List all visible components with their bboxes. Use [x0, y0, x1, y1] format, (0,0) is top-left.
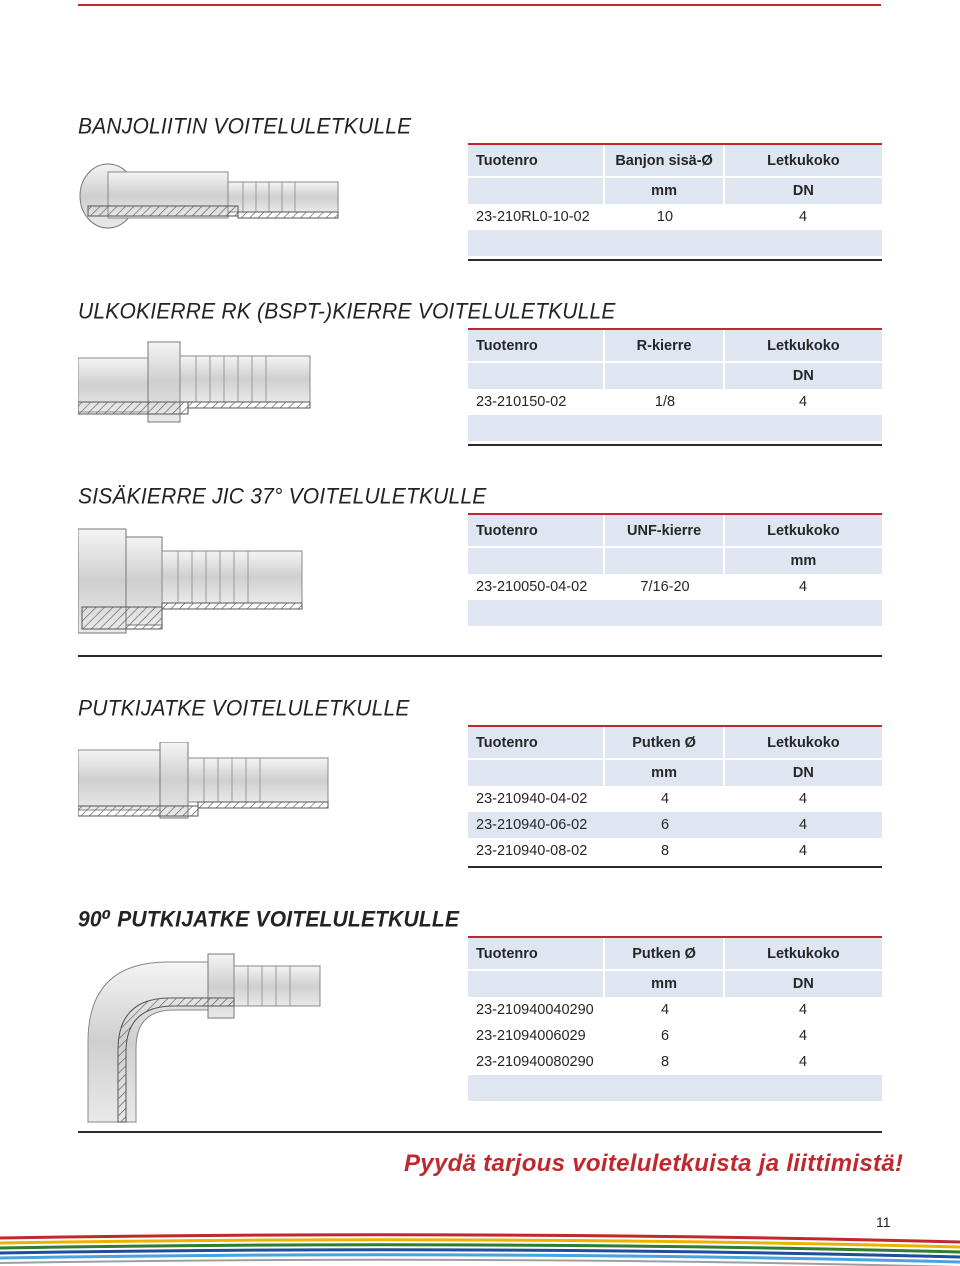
table-row [468, 997, 882, 1023]
stripe-grey [0, 1260, 960, 1266]
cell-spec: 6 [660, 817, 670, 833]
cell-product-number: 23-210940-04-02 [476, 791, 588, 807]
cell-hose-size: 4 [798, 1002, 808, 1018]
unit-cell: DN [792, 976, 814, 992]
unit-cell [605, 548, 724, 574]
section-title: BANJOLIITIN VOITELULETKULLE [78, 114, 412, 139]
table-units-row [468, 971, 882, 997]
table-filler-row [468, 1075, 882, 1101]
cell-product-number: 23-210150-02 [476, 394, 567, 410]
table-row [468, 812, 882, 838]
table-filler-row [468, 230, 882, 256]
cell-spec: 8 [660, 1054, 670, 1070]
col-header-hose-size: Letkukoko [767, 337, 840, 354]
cell-product-number: 23-210050-04-02 [476, 579, 588, 595]
table-filler-row [468, 600, 882, 626]
col-header-spec: R-kierre [605, 330, 724, 361]
table-header [468, 938, 882, 971]
col-header-product-number: Tuotenro [468, 727, 605, 758]
col-header-spec: Banjon sisä-Ø [605, 145, 724, 176]
rk-thread-fitting-illustration [78, 338, 328, 428]
table-header [468, 145, 882, 178]
cell-spec: 4 [660, 791, 670, 807]
cell-hose-size: 4 [798, 579, 808, 595]
cell-hose-size: 4 [798, 843, 808, 859]
col-header-hose-size: Letkukoko [767, 152, 840, 169]
unit-cell: mm [790, 553, 817, 569]
unit-cell [468, 178, 605, 204]
call-to-action-slogan: Pyydä tarjous voiteluletkuista ja liittimistä! [404, 1150, 904, 1177]
product-table [468, 515, 882, 626]
table-row [468, 838, 882, 864]
cell-product-number: 23-210940-06-02 [476, 817, 588, 833]
jic-fitting-illustration [78, 523, 318, 638]
col-header-product-number: Tuotenro [468, 145, 605, 176]
table-units-row [468, 760, 882, 786]
top-red-rule [78, 4, 881, 6]
cell-spec: 8 [660, 843, 670, 859]
cell-product-number: 23-210940080290 [476, 1054, 594, 1070]
cell-spec: 1/8 [654, 394, 676, 410]
cell-spec: 6 [660, 1028, 670, 1044]
cell-spec: 4 [660, 1002, 670, 1018]
cell-hose-size: 4 [798, 791, 808, 807]
section-title: SISÄKIERRE JIC 37° VOITELULETKULLE [78, 484, 487, 509]
col-header-spec: Putken Ø [605, 727, 724, 758]
table-row [468, 204, 882, 230]
unit-cell [468, 363, 605, 389]
table-filler-row [468, 415, 882, 441]
table-bottom-rule [468, 259, 882, 261]
col-header-product-number: Tuotenro [468, 515, 605, 546]
table-bottom-rule [468, 444, 882, 446]
unit-cell: DN [792, 765, 814, 781]
table-row [468, 1023, 882, 1049]
cell-product-number: 23-210940040290 [476, 1002, 594, 1018]
unit-cell [468, 971, 605, 997]
product-table [468, 938, 882, 1101]
cell-hose-size: 4 [798, 1028, 808, 1044]
section-title: ULKOKIERRE RK (BSPT-)KIERRE VOITELULETKULLE [78, 299, 616, 324]
unit-cell: mm [605, 178, 724, 204]
unit-cell: mm [605, 971, 724, 997]
cell-spec: 7/16-20 [640, 579, 690, 595]
unit-cell: mm [605, 760, 724, 786]
unit-cell: DN [792, 183, 814, 199]
col-header-hose-size: Letkukoko [767, 734, 840, 751]
product-table [468, 330, 882, 441]
col-header-product-number: Tuotenro [468, 330, 605, 361]
table-units-row [468, 178, 882, 204]
decorative-color-stripes [0, 1232, 960, 1266]
section-divider [78, 655, 882, 657]
table-row [468, 1049, 882, 1075]
unit-cell [468, 548, 605, 574]
cell-hose-size: 4 [798, 817, 808, 833]
table-bottom-rule [468, 866, 882, 868]
table-row [468, 574, 882, 600]
table-units-row [468, 548, 882, 574]
table-row [468, 389, 882, 415]
tube-extension-illustration [78, 742, 338, 824]
col-header-hose-size: Letkukoko [767, 945, 840, 962]
table-units-row [468, 363, 882, 389]
banjo-fitting-illustration [78, 160, 348, 235]
col-header-spec: UNF-kierre [605, 515, 724, 546]
col-header-product-number: Tuotenro [468, 938, 605, 969]
cell-hose-size: 4 [798, 209, 808, 225]
table-row [468, 786, 882, 812]
product-table [468, 145, 882, 256]
unit-cell [468, 760, 605, 786]
table-header [468, 727, 882, 760]
cell-hose-size: 4 [798, 1054, 808, 1070]
unit-cell: DN [792, 368, 814, 384]
product-table [468, 727, 882, 864]
table-header [468, 515, 882, 548]
section-title: 90⁰ PUTKIJATKE VOITELULETKULLE [78, 907, 460, 932]
cell-spec: 10 [656, 209, 674, 225]
unit-cell [605, 363, 724, 389]
section-title: PUTKIJATKE VOITELULETKULLE [78, 696, 410, 721]
section-divider [78, 1131, 882, 1133]
page-number: 11 [876, 1214, 891, 1230]
cell-product-number: 23-21094006029 [476, 1028, 586, 1044]
cell-product-number: 23-210940-08-02 [476, 843, 588, 859]
cell-hose-size: 4 [798, 394, 808, 410]
cell-product-number: 23-210RL0-10-02 [476, 209, 590, 225]
col-header-hose-size: Letkukoko [767, 522, 840, 539]
elbow-fitting-illustration [78, 952, 328, 1124]
col-header-spec: Putken Ø [605, 938, 724, 969]
table-header [468, 330, 882, 363]
